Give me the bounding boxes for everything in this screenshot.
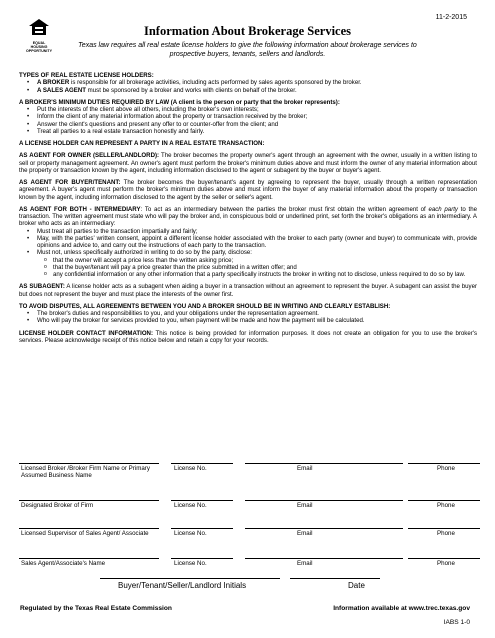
owner-agent-label: AS AGENT FOR OWNER (SELLER/LANDLORD): <box>19 152 160 160</box>
buyer-agent-paragraph <box>19 179 477 201</box>
signature-row-supervisor[interactable] <box>19 528 479 552</box>
duties-heading: A BROKER'S MINIMUM DUTIES REQUIRED BY LAW (A client is the person or party that the broker represents): <box>19 98 340 106</box>
list-item: • Inform the client of any material information about the property or transaction received by the broker; <box>19 113 477 120</box>
types-heading: TYPES OF REAL ESTATE LICENSE HOLDERS: <box>19 72 154 79</box>
item-bold: A SALES AGENT <box>37 86 86 94</box>
page-subtitle: Texas law requires all real estate license holders to give the following information about brokerage services to prospective buyers, tenants, sellers and landlords. <box>78 42 417 58</box>
list-item: • Put the interests of the client above all others, including the broker's own interests; <box>19 106 477 113</box>
intermediary-text-a: : To act as an intermediary between the parties the broker must first obtain the written agreement of <box>140 205 429 213</box>
license-label: License No. <box>174 530 207 537</box>
subagent-paragraph <box>19 283 477 298</box>
list-item: • Must not, unless specifically authorized in writing to do so by the party, disclose: <box>19 249 477 256</box>
footer-info-link[interactable]: Information available at www.trec.texas.gov <box>333 605 470 612</box>
phone-label: Phone <box>437 465 455 472</box>
signature-name-label: Licensed Supervisor of Sales Agent/ Associate <box>21 530 149 537</box>
buyer-agent-label: AS AGENT FOR BUYER/TENANT: <box>19 179 121 186</box>
intermediary-list <box>19 228 477 279</box>
phone-label: Phone <box>437 530 455 537</box>
list-subitem: o that the buyer/tenant will pay a price greater than the price submitted in a written offer; and <box>19 264 477 271</box>
form-date: 11-2-2015 <box>435 14 467 21</box>
owner-agent-text: The broker becomes the property owner's agent through an agreement with the owner, usually in a written listing to sell or property management agreement. An owner's agent must perform the broker's minimum duties above and must inform the owner of any material information about the property or transaction known by the agent, including information disclosed to the agent or subagent by the buyer or buyer's agent. <box>19 152 477 174</box>
list-item: • Treat all parties to a real estate transaction honestly and fairly. <box>19 128 477 135</box>
owner-agent-paragraph <box>19 152 477 174</box>
page-title: Information About Brokerage Services <box>143 24 352 38</box>
email-label: Email <box>297 502 313 509</box>
buyer-agent-text: The broker becomes the buyer/tenant's agent by agreeing to represent the buyer, usually through a written representation agreement. A buyer's agent must perform the broker's minimum duties above and must inform the buyer of any material information about the property or transaction known by the agent, including information disclosed to the agent by the seller or seller's agent. <box>19 179 477 201</box>
represent-heading: A LICENSE HOLDER CAN REPRESENT A PARTY IN A REAL ESTATE TRANSACTION: <box>19 140 265 147</box>
email-label: Email <box>297 530 313 537</box>
list-item <box>19 79 477 86</box>
duties-list <box>19 106 477 135</box>
intermediary-italic: each party <box>428 205 458 213</box>
subagent-text: A license holder acts as a subagent when aiding a buyer in a transaction without an agreement to represent the buyer. A subagent can assist the buyer but does not represent the buyer and must place the interests of the owner first. <box>19 283 477 298</box>
contact-label: LICENSE HOLDER CONTACT INFORMATION: <box>19 329 153 337</box>
list-item: • The broker's duties and responsibilities to you, and your obligations under the representation agreement. <box>19 310 477 317</box>
item-text: is responsible for all brokerage activities, including acts performed by sales agents sponsored by the broker. <box>69 79 362 87</box>
list-item: • Answer the client's questions and present any offer to or counter-offer from the client; and <box>19 121 477 128</box>
email-label: Email <box>297 560 313 567</box>
signature-row-designated-broker[interactable] <box>19 500 479 524</box>
document-body <box>19 72 477 344</box>
license-label: License No. <box>174 465 207 472</box>
item-bold: A BROKER <box>37 79 70 87</box>
signature-row-broker[interactable] <box>19 463 479 487</box>
item-text: must be sponsored by a broker and works with clients on behalf of the broker. <box>85 86 297 94</box>
contact-paragraph <box>19 330 477 345</box>
list-item: • Who will pay the broker for services provided to you, when payment will be made and how the payment will be calculated. <box>19 317 477 324</box>
types-list <box>19 79 477 94</box>
initials-label: Buyer/Tenant/Seller/Landlord Initials <box>118 581 247 590</box>
license-label: License No. <box>174 560 207 567</box>
initials-row[interactable] <box>100 578 380 598</box>
footer-regulator: Regulated by the Texas Real Estate Commission <box>20 605 172 612</box>
list-subitem: o any confidential information or any other information that a party specifically instructs the broker in writing not to disclose, unless required to do so by law. <box>19 271 477 278</box>
contact-text: This notice is being provided for information purposes. It does not create an obligation for you to use the broker's services. Please acknowledge receipt of this notice below and retain a copy for your records. <box>19 329 477 344</box>
intermediary-paragraph <box>19 206 477 228</box>
email-label: Email <box>297 465 313 472</box>
intermediary-label: AS AGENT FOR BOTH - INTERMEDIARY <box>19 205 141 213</box>
license-label: License No. <box>174 502 207 509</box>
phone-label: Phone <box>437 560 455 567</box>
signature-name-label: Licensed Broker /Broker Firm Name or Primary Assumed Business Name <box>21 465 150 479</box>
list-item <box>19 87 477 94</box>
form-number: IABS 1-0 <box>443 619 470 626</box>
list-subitem: o that the owner will accept a price less than the written asking price; <box>19 257 477 264</box>
subagent-label: AS SUBAGENT: <box>19 283 65 291</box>
intermediary-text-b: to the transaction. The written agreement must state who will pay the broker and, in conspicuous bold or underlined print, set forth the broker's obligations as an intermediary. A broker who acts as an intermediary: <box>19 205 477 228</box>
disputes-heading: TO AVOID DISPUTES, ALL AGREEMENTS BETWEEN YOU AND A BROKER SHOULD BE IN WRITING AND CLEARLY ESTABLISH: <box>19 302 391 310</box>
logo-line2: OPPORTUNITY <box>26 49 52 53</box>
disputes-list <box>19 310 477 325</box>
signature-name-label: Sales Agent/Associate's Name <box>21 560 106 567</box>
signature-name-label: Designated Broker of Firm <box>21 502 94 509</box>
phone-label: Phone <box>437 502 455 509</box>
date-label: Date <box>348 581 365 590</box>
list-item: • Must treat all parties to the transaction impartially and fairly; <box>19 228 477 235</box>
list-item: • May, with the parties' written consent, appoint a different license holder associated with the broker to each party (owner and buyer) to communicate with, provide opinions and advice to, and carry out the instructions of each party to the transaction. <box>19 235 477 250</box>
logo-line1: EQUAL HOUSING <box>30 41 48 49</box>
